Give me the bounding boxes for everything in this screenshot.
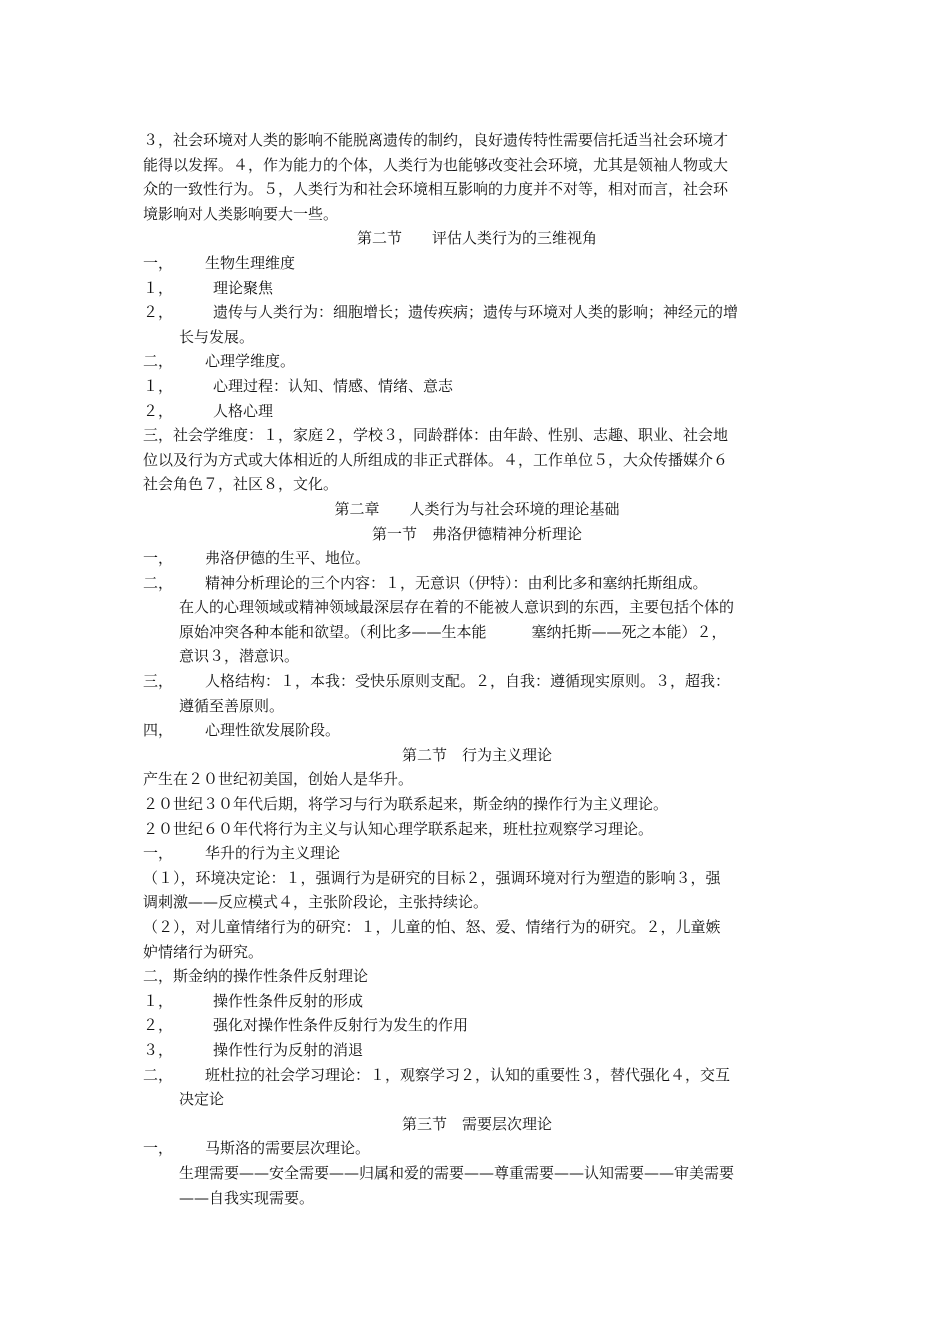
text-line: 在人的心理领域或精神领域最深层存在着的不能被人意识到的东西，主要包括个体的 [179,598,735,617]
list-item-text: 弗洛伊德的生平、地位。 [205,549,371,568]
list-item-text: 人格结构：１，本我：受快乐原则支配。２，自我：遵循现实原则。３，超我： [205,672,731,691]
chapter-heading: 第二章 人类行为与社会环境的理论基础 [334,499,620,518]
list-item-text: 心理过程：认知、情感、情绪、意志 [213,376,454,395]
list-item [143,989,811,1014]
list-item-text: 操作性行为反射的消退 [213,1040,364,1059]
list-item-text: 华升的行为主义理论 [205,844,341,863]
list-item [143,399,811,424]
list-item-text: 心理学维度。 [205,352,296,371]
list-item-text: 人格心理 [213,401,274,420]
text-line: 遵循至善原则。 [179,696,285,715]
list-item-text: 精神分析理论的三个内容：１，无意识（伊特）：由利比多和塞纳托斯组成。 [205,573,708,592]
list-marker: 三， [143,672,174,691]
list-item-text: 生物生理维度 [205,253,296,272]
list-marker: ２， [143,401,174,420]
list-item-text: 遗传与人类行为：细胞增长；遗传疾病；遗传与环境对人类的影响；神经元的增 [213,303,739,322]
list-marker: ２， [143,1016,174,1035]
text-line: 原始冲突各种本能和欲望。（利比多——生本能 塞纳托斯——死之本能）２， [179,622,727,641]
list-marker: 二， [143,1065,174,1084]
text-line: 二，斯金纳的操作性条件反射理论 [143,967,369,986]
text-line: 决定论 [179,1090,225,1109]
list-item-text: 理论聚焦 [213,278,274,297]
list-item [143,718,811,743]
list-marker: 一， [143,1139,174,1158]
list-item [143,349,811,374]
text-line: 能得以发挥。４，作为能力的个体，人类行为也能够改变社会环境，尤其是领袖人物或大 [143,155,729,174]
list-item [143,1063,811,1088]
list-item [143,669,811,694]
text-line: 调刺激——反应模式４，主张阶段论，主张持续论。 [143,893,489,912]
list-item [143,1038,811,1063]
list-marker: ２， [143,303,174,322]
text-line: ２０世纪６０年代将行为主义与认知心理学联系起来，班杜拉观察学习理论。 [143,819,654,838]
section-heading: 第二节 评估人类行为的三维视角 [356,229,597,248]
list-item [143,546,811,571]
text-line: 社会角色７，社区８，文化。 [143,475,339,494]
list-marker: １， [143,278,174,297]
document-page [143,128,811,1210]
text-line: 三，社会学维度：１，家庭２，学校３，同龄群体：由年龄、性别、志趣、职业、社会地 [143,426,729,445]
list-marker: １， [143,991,174,1010]
list-item-text: 班杜拉的社会学习理论：１，观察学习２，认知的重要性３，替代强化４，交互 [205,1065,731,1084]
list-item [143,841,811,866]
list-item [143,276,811,301]
text-line: 意识３，潜意识。 [179,647,300,666]
list-item-text: 心理性欲发展阶段。 [205,721,341,740]
list-marker: 一， [143,844,174,863]
list-item [143,571,811,596]
section-heading: 第二节 行为主义理论 [401,745,552,764]
list-marker: 四， [143,721,174,740]
text-line: 妒情绪行为研究。 [143,942,264,961]
section-heading: 第一节 弗洛伊德精神分析理论 [371,524,582,543]
text-line: 产生在２０世纪初美国，创始人是华升。 [143,770,414,789]
list-item [143,374,811,399]
text-line: ——自我实现需要。 [179,1188,315,1207]
list-marker: ３， [143,1040,174,1059]
text-line: （１），环境决定论：１，强调行为是研究的目标２，强调环境对行为塑造的影响３，强 [143,868,721,887]
list-marker: 一， [143,253,174,272]
text-line: 长与发展。 [179,327,255,346]
list-item-text: 马斯洛的需要层次理论。 [205,1139,371,1158]
section-heading: 第三节 需要层次理论 [401,1114,552,1133]
list-item [143,1136,811,1161]
text-line: ２０世纪３０年代后期，将学习与行为联系起来，斯金纳的操作行为主义理论。 [143,795,669,814]
text-line: （２），对儿童情绪行为的研究：１，儿童的怕、怒、爱、情绪行为的研究。２，儿童嫉 [143,918,721,936]
list-marker: 二， [143,573,174,592]
list-item [143,1013,811,1038]
text-line: 生理需要——安全需要——归属和爱的需要——尊重需要——认知需要——审美需要 [179,1163,735,1182]
list-marker: １， [143,376,174,395]
list-item [143,300,811,325]
text-line: ３，社会环境对人类的影响不能脱离遗传的制约，良好遗传特性需要信托适当社会环境才 [143,131,729,149]
list-item-text: 操作性条件反射的形成 [213,991,364,1010]
text-line: 位以及行为方式或大体相近的人所组成的非正式群体。４，工作单位５，大众传播媒介６ [143,450,729,469]
text-line: 众的一致性行为。５，人类行为和社会环境相互影响的力度并不对等，相对而言，社会环 [143,180,729,199]
text-line: 境影响对人类影响要大一些。 [143,204,339,223]
list-item [143,251,811,276]
list-marker: 二， [143,352,174,371]
list-marker: 一， [143,549,174,568]
list-item-text: 强化对操作性条件反射行为发生的作用 [213,1016,469,1035]
